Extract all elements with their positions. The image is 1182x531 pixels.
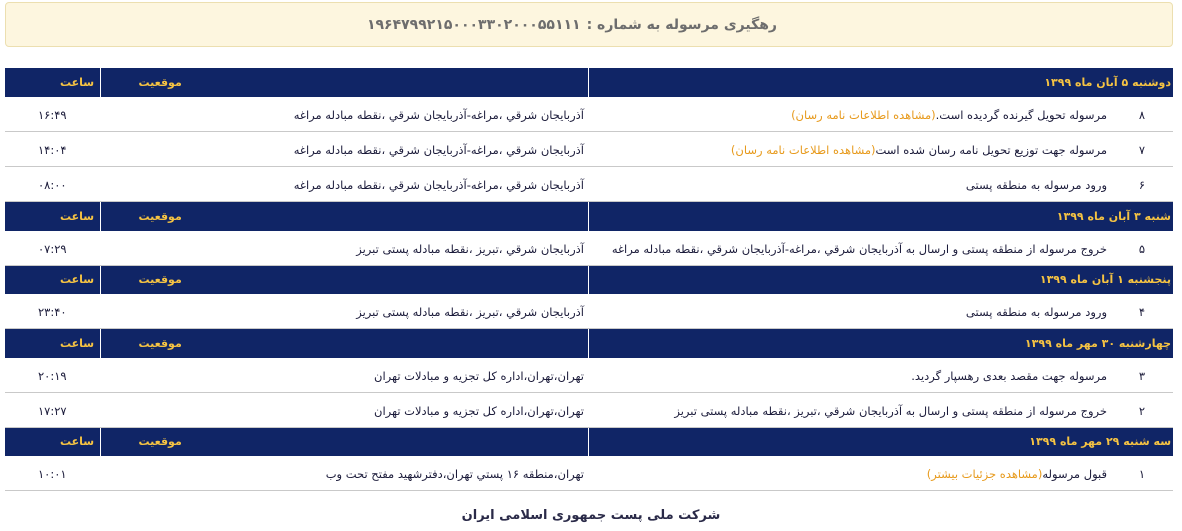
location-header-label: موقعیت [138, 336, 182, 350]
day-title: پنجشنبه ۱ آبان ماه ۱۳۹۹ [588, 265, 1173, 294]
event-location: آذربايجان شرقي ،مراغه-آذربايجان شرقي ،نقطه مبادله مراغه [100, 132, 588, 167]
location-column-header [100, 329, 588, 358]
event-location: تهران،تهران،اداره کل تجزیه و مبادلات تهران [100, 358, 588, 393]
event-description-cell [588, 456, 1111, 491]
event-location: تهران،تهران،اداره کل تجزیه و مبادلات تهران [100, 392, 588, 427]
day-header-row [5, 329, 1173, 358]
event-index: ۶ [1111, 167, 1173, 202]
event-location: آذربايجان شرقي ،مراغه-آذربايجان شرقي ،نقطه مبادله مراغه [100, 167, 588, 202]
time-header-label: ساعت [60, 209, 95, 223]
time-column-header [5, 427, 100, 456]
event-description: مرسوله جهت توزیع تحویل نامه رسان شده است [875, 143, 1108, 157]
location-column-header [100, 68, 588, 97]
day-header-row [5, 68, 1173, 97]
event-index: ۲ [1111, 392, 1173, 427]
event-description-cell [588, 294, 1111, 329]
day-title: شنبه ۳ آبان ماه ۱۳۹۹ [588, 202, 1173, 231]
time-header-label: ساعت [60, 336, 95, 350]
location-header-label: موقعیت [138, 435, 182, 449]
details-link[interactable]: (مشاهده اطلاعات نامه رسان) [730, 143, 876, 157]
time-column-header [5, 265, 100, 294]
event-description: مرسوله جهت مقصد بعدی رهسپار گردید. [911, 368, 1108, 383]
event-row [5, 294, 1173, 329]
event-row [5, 358, 1173, 393]
event-location: آذربايجان شرقي ،تبريز ،نقطه مبادله پستی تبریز [100, 231, 588, 266]
day-title: چهارشنبه ۳۰ مهر ماه ۱۳۹۹ [588, 329, 1173, 358]
time-header-label: ساعت [60, 273, 95, 287]
event-description-cell [588, 231, 1111, 266]
event-row [5, 167, 1173, 202]
event-time: ۰۸:۰۰ [5, 167, 100, 202]
location-column-header [100, 202, 588, 231]
event-time: ۲۳:۴۰ [5, 294, 100, 329]
event-description-cell [588, 392, 1111, 427]
event-time: ۱۰:۰۱ [5, 456, 100, 491]
time-column-header [5, 329, 100, 358]
event-time: ۲۰:۱۹ [5, 358, 100, 393]
event-index: ۱ [1111, 456, 1173, 491]
event-location: آذربايجان شرقي ،مراغه-آذربايجان شرقي ،نقطه مبادله مراغه [100, 97, 588, 132]
event-description: قبول مرسوله [1042, 467, 1108, 481]
event-description-cell [588, 97, 1111, 132]
event-time: ۰۷:۲۹ [5, 231, 100, 266]
event-description-cell [588, 167, 1111, 202]
footer-company-name: شرکت ملی پست جمهوری اسلامی ایران [461, 508, 721, 523]
day-title: دوشنبه ۵ آبان ماه ۱۳۹۹ [588, 68, 1173, 97]
tracking-table [5, 68, 1173, 491]
event-description: خروج مرسوله از منطقه پستی و ارسال به آذربايجان شرقي ،تبريز ،نقطه مبادله پستی تبریز [674, 403, 1108, 418]
event-description: مرسوله تحویل گیرنده گردیده است. [935, 108, 1108, 122]
event-index: ۷ [1111, 132, 1173, 167]
event-index: ۴ [1111, 294, 1173, 329]
time-column-header [5, 68, 100, 97]
time-header-label: ساعت [60, 76, 95, 89]
day-title: سه شنبه ۲۹ مهر ماه ۱۳۹۹ [588, 427, 1173, 456]
location-column-header [100, 427, 588, 456]
event-description-cell [588, 358, 1111, 393]
event-description-cell [588, 132, 1111, 167]
event-time: ۱۶:۴۹ [5, 97, 100, 132]
location-header-label: موقعیت [138, 209, 182, 223]
event-row [5, 231, 1173, 266]
event-description: ورود مرسوله به منطقه پستی [965, 178, 1108, 192]
event-description: خروج مرسوله از منطقه پستی و ارسال به آذربايجان شرقي ،مراغه-آذربايجان شرقي ،نقطه مبادله مراغه [611, 241, 1108, 256]
event-index: ۵ [1111, 231, 1173, 266]
event-description: ورود مرسوله به منطقه پستی [965, 305, 1108, 319]
location-header-label: موقعیت [138, 273, 182, 287]
event-row [5, 392, 1173, 427]
event-location: آذربايجان شرقي ،تبريز ،نقطه مبادله پستی تبریز [100, 294, 588, 329]
day-header-row [5, 265, 1173, 294]
event-location: تهران،منطقه ۱۶ پستي تهران،دفترشهید مفتح تحت وب [100, 456, 588, 491]
time-header-label: ساعت [60, 435, 95, 449]
day-header-row [5, 202, 1173, 231]
tracking-number: ۱۹۶۴۷۹۹۲۱۵۰۰۰۳۳۰۲۰۰۰۵۵۱۱۱ [366, 16, 581, 33]
event-time: ۱۴:۰۴ [5, 132, 100, 167]
time-column-header [5, 202, 100, 231]
location-header-label: موقعیت [138, 76, 182, 89]
event-row [5, 132, 1173, 167]
event-row [5, 97, 1173, 132]
tracking-label: رهگیری مرسوله به شماره : [586, 16, 777, 33]
details-link[interactable]: (مشاهده جزئيات بيشتر) [926, 467, 1043, 481]
tracking-banner [5, 2, 1173, 47]
location-column-header [100, 265, 588, 294]
event-time: ۱۷:۲۷ [5, 392, 100, 427]
event-row [5, 456, 1173, 491]
day-header-row [5, 427, 1173, 456]
event-index: ۸ [1111, 97, 1173, 132]
event-index: ۳ [1111, 358, 1173, 393]
details-link[interactable]: (مشاهده اطلاعات نامه رسان) [791, 108, 936, 122]
